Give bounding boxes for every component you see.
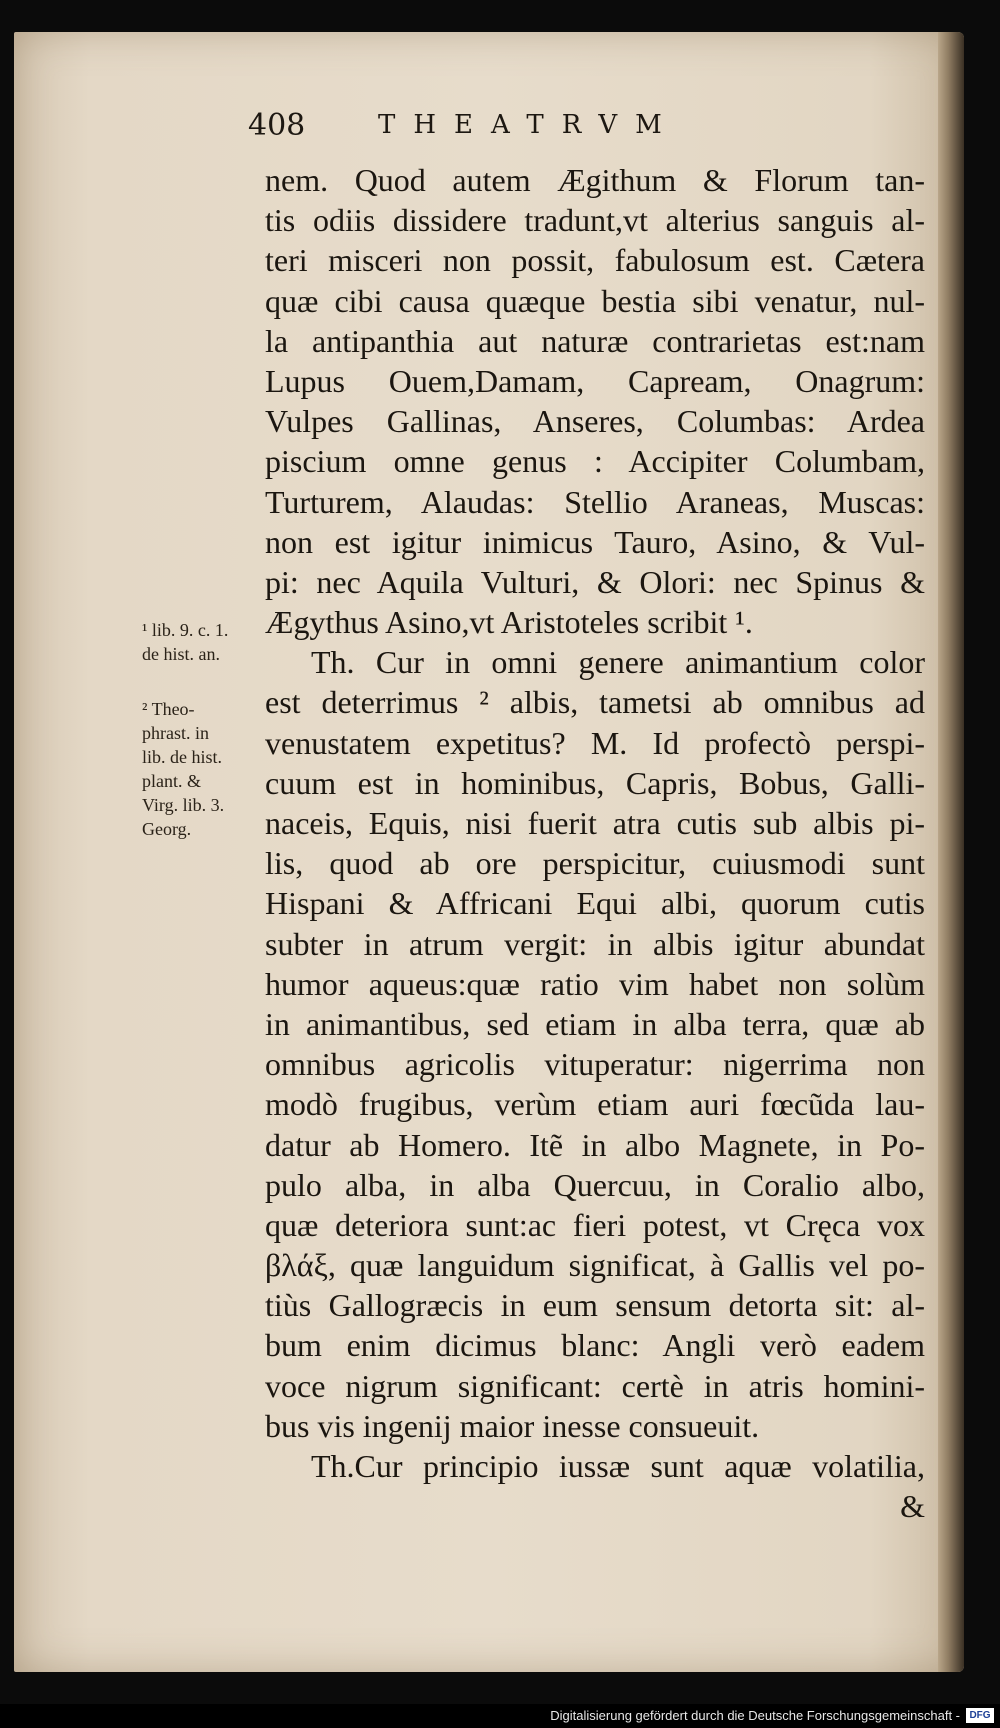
text-line: Th. Cur in omni genere animantium color xyxy=(311,644,925,681)
body-text xyxy=(265,160,925,1526)
book-spine-edge xyxy=(938,32,964,1672)
text-line: bum enim dicimus blanc: Angli verò eadem xyxy=(265,1327,925,1364)
text-line: datur ab Homero. Itẽ in albo Magnete, in Po- xyxy=(265,1126,925,1163)
digitization-credit: Digitalisierung gefördert durch die Deutsche Forschungsgemeinschaft - xyxy=(550,1708,960,1723)
text-line: in animantibus, sed etiam in alba terra, quæ ab xyxy=(265,1005,925,1042)
text-line: subter in atrum vergit: in albis igitur abundat xyxy=(265,925,925,962)
text-line: la antipanthia aut naturæ contrarietas est:nam xyxy=(265,322,925,359)
margin-note-line: plant. & xyxy=(142,771,201,791)
margin-note-2 xyxy=(142,697,257,841)
catchword: & xyxy=(900,1488,925,1525)
margin-note-line: phrast. in xyxy=(142,723,209,743)
text-line: βλάξ, quæ languidum significat, à Gallis vel po- xyxy=(265,1247,925,1284)
text-line: Turturem, Alaudas: Stellio Araneas, Muscas: xyxy=(265,483,925,520)
text-line: Hispani & Affricani Equi albi, quorum cutis xyxy=(265,885,925,922)
text-line: Vulpes Gallinas, Anseres, Columbas: Ardea xyxy=(265,403,925,440)
text-line: cuum est in hominibus, Capris, Bobus, Galli- xyxy=(265,764,925,801)
text-line: tiùs Gallogræcis in eum sensum detorta sit: al- xyxy=(265,1287,925,1324)
text-line: bus vis ingenij maior inesse consueuit. xyxy=(265,1407,760,1444)
margin-note-line: Georg. xyxy=(142,819,192,839)
page-number: 408 xyxy=(248,108,306,143)
margin-note-line: ² Theo- xyxy=(142,699,195,719)
footer-bar xyxy=(0,1704,1000,1728)
text-line: quæ deteriora sunt:ac fieri potest, vt Cręca vox xyxy=(265,1206,925,1243)
margin-note-line: lib. de hist. xyxy=(142,747,222,767)
text-line: Th.Cur principio iussæ sunt aquæ volatilia, xyxy=(311,1448,925,1484)
running-head xyxy=(248,108,868,148)
text-line: pulo alba, in alba Quercuu, in Coralio albo, xyxy=(265,1166,925,1203)
text-line: piscium omne genus : Accipiter Columbam, xyxy=(265,443,925,480)
text-line: quæ cibi causa quæque bestia sibi venatur, nul- xyxy=(265,282,925,319)
margin-note-line: ¹ lib. 9. c. 1. xyxy=(142,620,229,640)
dfg-logo: DFG xyxy=(966,1708,994,1723)
text-line: tis odiis dissidere tradunt,vt alterius sanguis al- xyxy=(265,202,925,239)
text-line: non est igitur inimicus Tauro, Asino, & Vul- xyxy=(265,523,925,560)
margin-note-1 xyxy=(142,618,257,666)
text-line: naceis, Equis, nisi fuerit atra cutis sub albis pi- xyxy=(265,805,925,841)
running-title: THEATRVM xyxy=(378,110,680,140)
margin-note-line: Virg. lib. 3. xyxy=(142,795,225,815)
text-line: pi: nec Aquila Vulturi, & Olori: nec Spinus & xyxy=(265,563,925,600)
text-line: Lupus Ouem,Damam, Capream, Onagrum: xyxy=(265,362,925,399)
text-line: humor aqueus:quæ ratio vim habet non solùm xyxy=(265,965,925,1002)
text-line: Ægythus Asino,vt Aristoteles scribit ¹. xyxy=(265,604,753,641)
text-line: teri misceri non possit, fabulosum est. Cætera xyxy=(265,242,925,279)
text-line: voce nigrum significant: certè in atris homini- xyxy=(265,1367,925,1404)
text-line: est deterrimus ² albis, tametsi ab omnibus ad xyxy=(265,684,925,721)
text-line: nem. Quod autem Ægithum & Florum tan- xyxy=(265,162,925,198)
text-line: omnibus agricolis vituperatur: nigerrima non xyxy=(265,1046,925,1083)
text-line: venustatem expetitus? M. Id profectò perspi- xyxy=(265,724,925,761)
text-line: lis, quod ab ore perspicitur, cuiusmodi sunt xyxy=(265,845,925,882)
margin-note-line: de hist. an. xyxy=(142,644,220,664)
text-line: modò frugibus, verùm etiam auri fœcũda lau- xyxy=(265,1086,925,1123)
